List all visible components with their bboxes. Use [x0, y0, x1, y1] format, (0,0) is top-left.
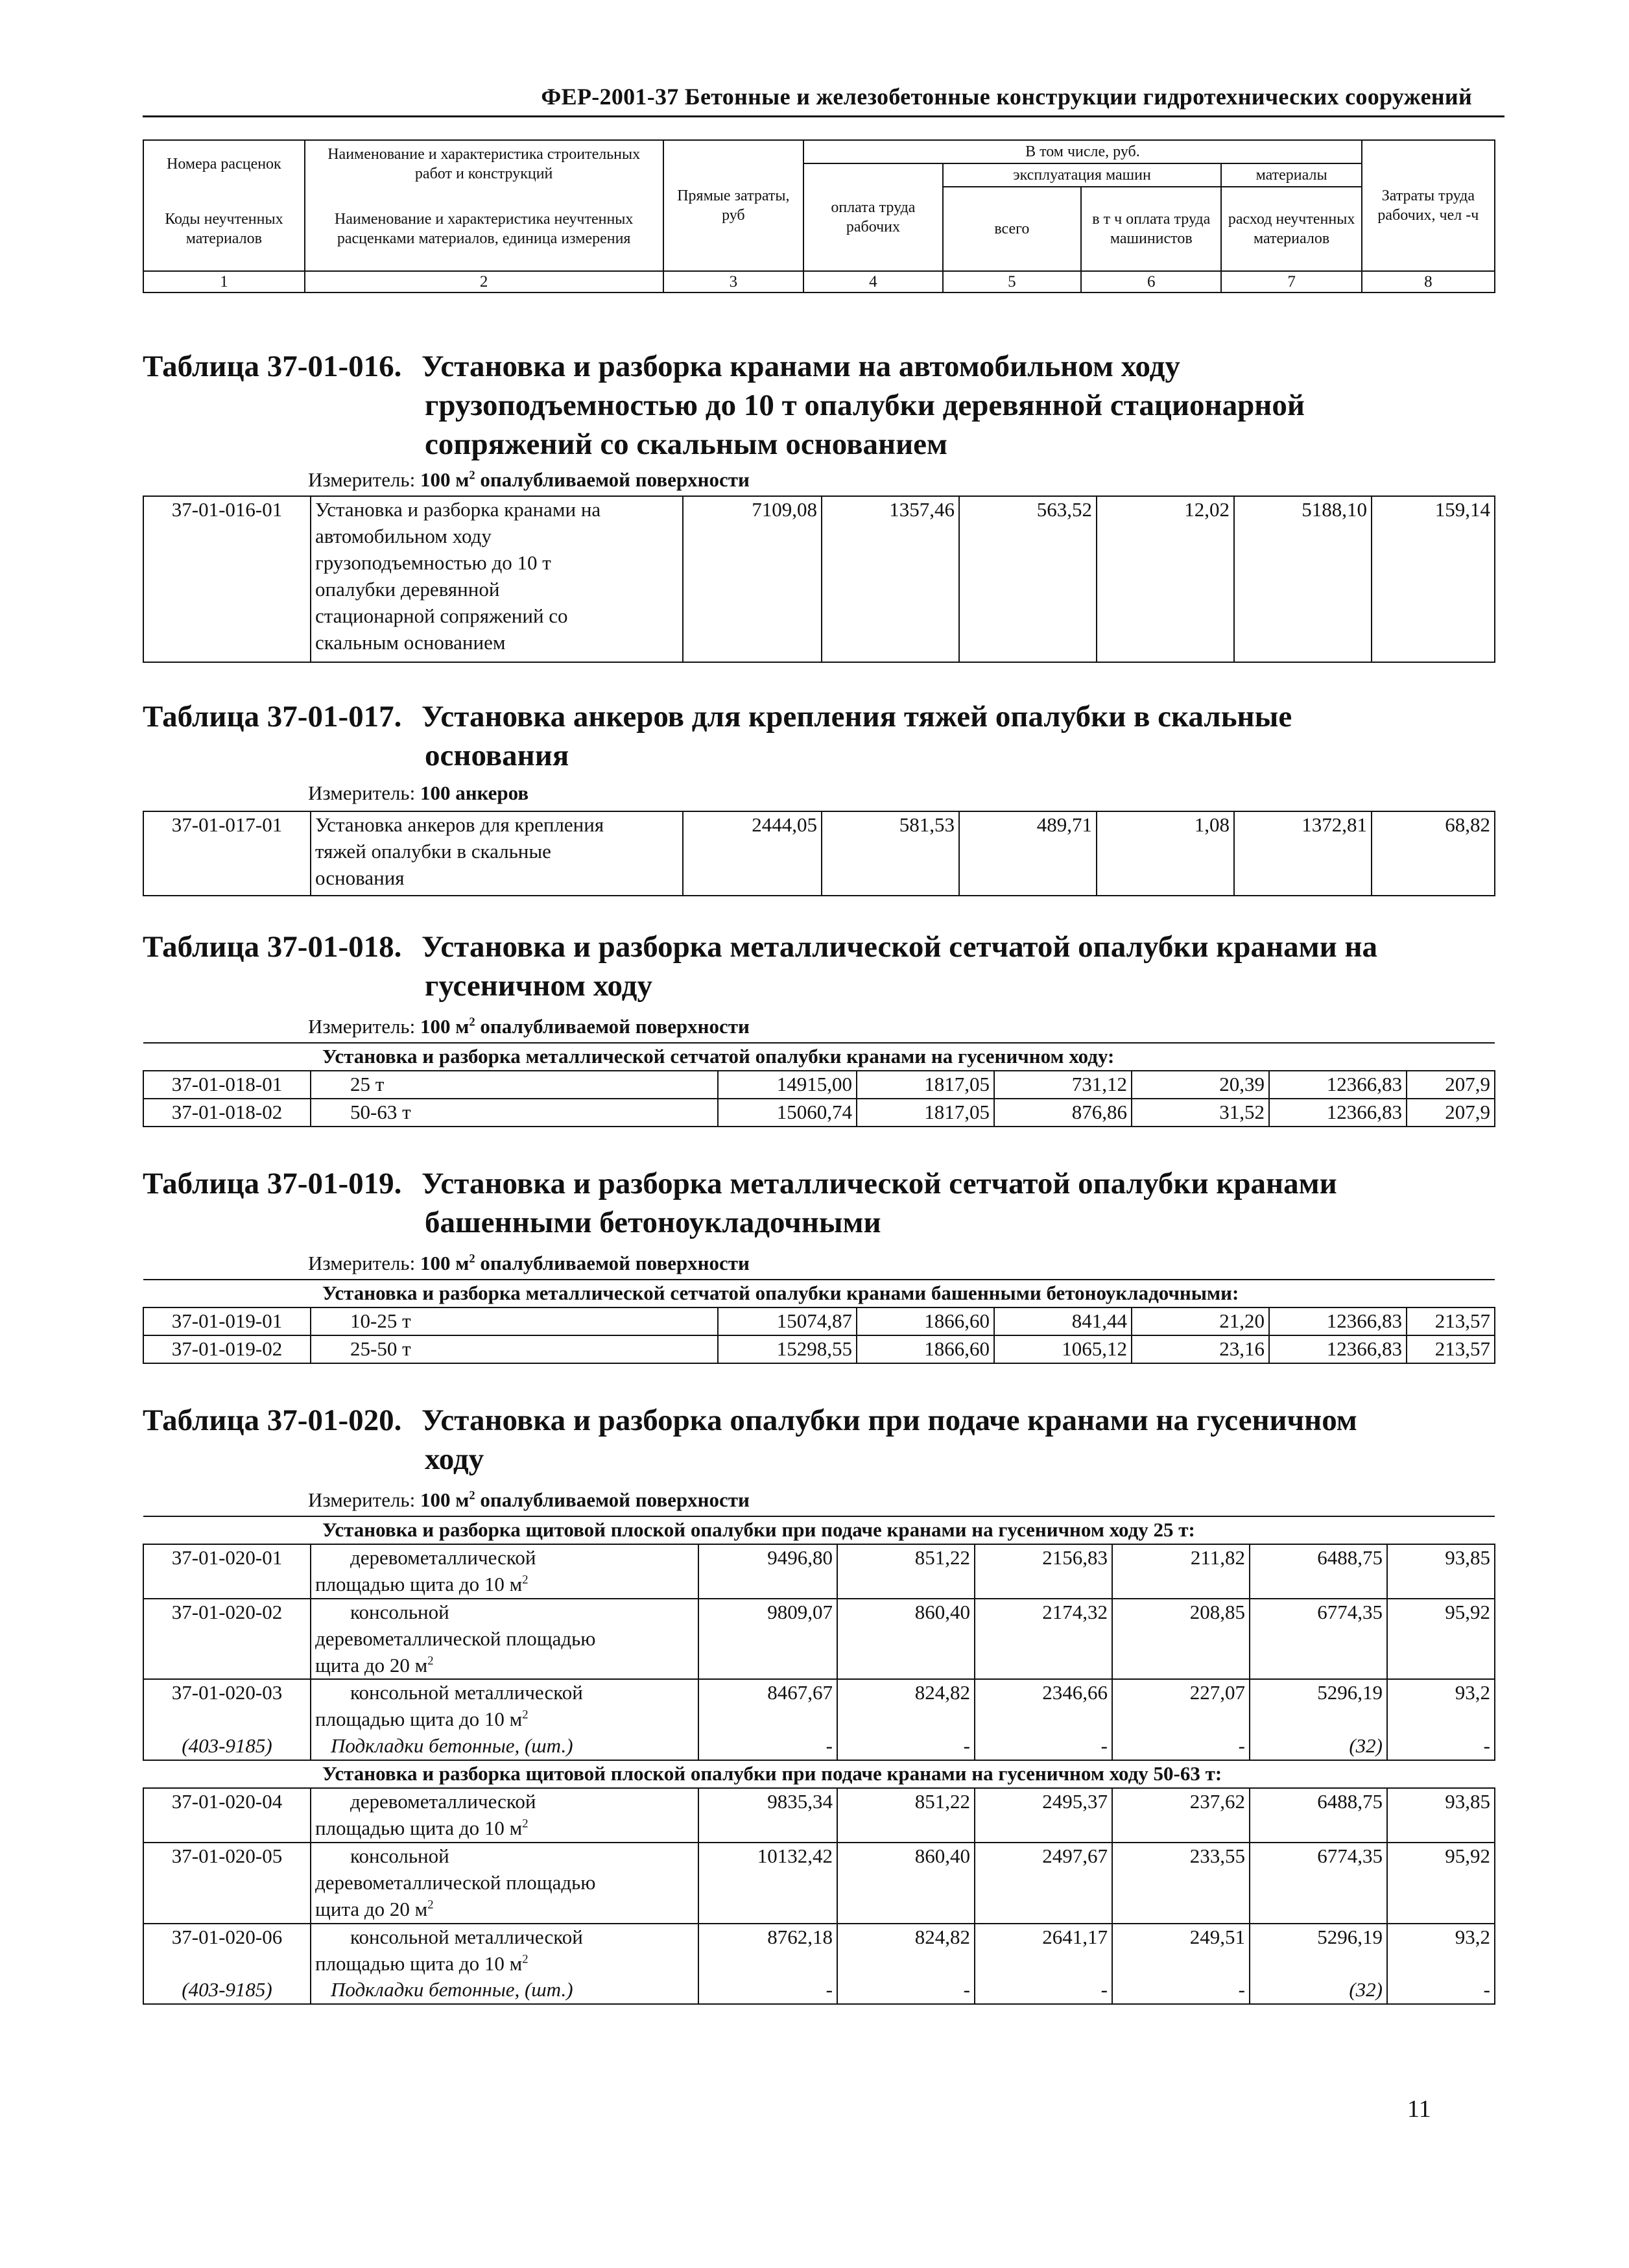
cell-direct: 14915,00 [718, 1071, 857, 1099]
colnum: 8 [1362, 271, 1495, 292]
cell-wages: 1817,05 [857, 1071, 994, 1099]
cell-direct: 8762,18 [698, 1924, 837, 1977]
subheader-row [143, 1043, 1495, 1071]
col2-top: Наименование и характеристика строительных работ и конструкций [305, 140, 663, 187]
name-line: площадью щита до 10 м [315, 1572, 523, 1595]
title-line: ходу [425, 1442, 484, 1477]
name-line: Установка анкеров для крепления [315, 813, 604, 836]
cell-labor: 93,85 [1387, 1544, 1495, 1599]
cell-materials: 5296,19 [1250, 1679, 1387, 1733]
subheader-row [143, 1760, 1495, 1788]
name-line: основания [315, 866, 405, 889]
cell-materials: 12366,83 [1269, 1099, 1407, 1127]
cell-labor: 93,2 [1387, 1924, 1495, 1977]
table-row [143, 496, 1495, 662]
measure-tail: опалубливаемой поверхности [480, 1252, 750, 1274]
table-017-title [143, 697, 401, 736]
cell-labor: 95,92 [1387, 1843, 1495, 1924]
cell-materials: 5296,19 [1250, 1924, 1387, 1977]
cell-machines: 876,86 [994, 1099, 1132, 1127]
cell-wages: - [837, 1977, 975, 2004]
column-header-table [143, 139, 1495, 293]
row-code: 37-01-020-06 [143, 1924, 311, 1977]
row-name [311, 1679, 698, 1733]
cell-wages: 1817,05 [857, 1099, 994, 1127]
table-number: Таблица 37-01-019. [143, 1167, 402, 1200]
cell-materials: 12366,83 [1269, 1335, 1407, 1363]
cell-machines: 489,71 [959, 811, 1097, 896]
table-018-measure [308, 1015, 750, 1038]
name-line: щита до 20 м [315, 1897, 428, 1920]
cell-wages: 824,82 [837, 1679, 975, 1733]
superscript: 2 [469, 1252, 475, 1266]
cell-labor: 213,57 [1407, 1335, 1495, 1363]
table-row [143, 1599, 1495, 1680]
measure-label: Измеритель: [308, 1015, 416, 1038]
title-line: сопряжений со скальным основанием [425, 427, 948, 462]
table-020-grid [143, 1516, 1495, 2005]
cell-direct: 15298,55 [718, 1335, 857, 1363]
cell-operators: 1,08 [1097, 811, 1234, 896]
superscript: 2 [522, 1952, 529, 1966]
table-row [143, 1099, 1495, 1127]
row-code: 37-01-019-01 [143, 1307, 311, 1335]
name-line: стационарной сопряжений со [315, 604, 568, 627]
header-rule [143, 115, 1504, 117]
superscript: 2 [522, 1573, 529, 1587]
row-name [311, 1924, 698, 1977]
title-line: Установка анкеров для крепления тяжей опалубки в скальные [422, 700, 1292, 734]
cell-wages: 851,22 [837, 1544, 975, 1599]
cell-direct: 7109,08 [683, 496, 822, 662]
cell-machines: 731,12 [994, 1071, 1132, 1099]
title-line: Установка и разборка кранами на автомобильном ходу [422, 350, 1180, 383]
cell-labor: - [1387, 1977, 1495, 2004]
cell-operators: 23,16 [1132, 1335, 1269, 1363]
name-line: опалубки деревянной [315, 577, 500, 601]
col8-labor: Затраты труда рабочих, чел -ч [1362, 140, 1495, 271]
group-materials: материалы [1221, 163, 1361, 187]
material-name: Подкладки бетонные, (шт.) [311, 1733, 698, 1760]
row-name [311, 1843, 698, 1924]
cell-machines: 2156,83 [975, 1544, 1112, 1599]
page-number: 11 [1407, 2095, 1431, 2123]
title-line: Установка и разборка металлической сетчатой опалубки кранами на [422, 930, 1378, 964]
row-code: 37-01-020-04 [143, 1788, 311, 1843]
material-name: Подкладки бетонные, (шт.) [311, 1977, 698, 2004]
cell-machines: 2641,17 [975, 1924, 1112, 1977]
subheader-row [143, 1516, 1495, 1544]
table-017-grid [143, 811, 1495, 896]
table-017-measure [308, 782, 529, 805]
name-line: консольной [350, 1844, 449, 1867]
name-line: деревометаллической площадью [315, 1627, 596, 1650]
table-019-grid [143, 1279, 1495, 1364]
cell-wages: 1866,60 [857, 1307, 994, 1335]
table-017-heading [422, 697, 1292, 775]
cell-wages: 1357,46 [822, 496, 959, 662]
table-row [143, 1335, 1495, 1363]
table-row [143, 1544, 1495, 1599]
cell-direct: 9809,07 [698, 1599, 837, 1680]
name-line: консольной [350, 1600, 449, 1623]
cell-materials: 6774,35 [1250, 1599, 1387, 1680]
measure-value: 100 м [420, 1488, 470, 1511]
cell-wages: 851,22 [837, 1788, 975, 1843]
cell-labor: 213,57 [1407, 1307, 1495, 1335]
cell-direct: 15074,87 [718, 1307, 857, 1335]
name-line: площадью щита до 10 м [315, 1816, 523, 1839]
cell-materials: 12366,83 [1269, 1307, 1407, 1335]
cell-operators: 20,39 [1132, 1071, 1269, 1099]
row-name [311, 496, 683, 662]
material-row [143, 1977, 1495, 2004]
cell-operators: 21,20 [1132, 1307, 1269, 1335]
material-code: (403-9185) [143, 1733, 311, 1760]
cell-wages: 860,40 [837, 1599, 975, 1680]
measure-value: 100 м [420, 1252, 470, 1274]
name-line: площадью щита до 10 м [315, 1708, 523, 1731]
table-020-title [143, 1401, 401, 1440]
table-016-grid [143, 495, 1495, 663]
cell-machines: - [975, 1977, 1112, 2004]
colnum: 2 [305, 271, 663, 292]
cell-machines: 1065,12 [994, 1335, 1132, 1363]
measure-tail: опалубливаемой поверхности [480, 1488, 750, 1511]
title-line: Установка и разборка опалубки при подаче кранами на гусеничном [422, 1403, 1357, 1437]
measure-value: 100 анкеров [420, 782, 529, 804]
subheader: Установка и разборка металлической сетчатой опалубки кранами башенными бетоноукладочными: [143, 1280, 1495, 1307]
title-line: гусеничном ходу [425, 969, 652, 1003]
table-016-measure [308, 468, 750, 492]
measure-tail: опалубливаемой поверхности [480, 1015, 750, 1038]
cell-materials: 1372,81 [1234, 811, 1372, 896]
name-line: скальным основанием [315, 630, 506, 654]
cell-materials: (32) [1250, 1977, 1387, 2004]
table-row [143, 1843, 1495, 1924]
title-line: Установка и разборка металлической сетчатой опалубки кранами [422, 1167, 1337, 1200]
col1-top: Номера расценок [143, 140, 305, 187]
colnum: 6 [1081, 271, 1221, 292]
name-line: автомобильном ходу [315, 524, 492, 547]
colnum: 4 [803, 271, 943, 292]
table-016-heading [422, 347, 1305, 464]
row-name [311, 1599, 698, 1680]
measure-label: Измеритель: [308, 782, 416, 804]
colnum: 5 [943, 271, 1081, 292]
table-018-title [143, 927, 401, 966]
table-number: Таблица 37-01-020. [143, 1403, 402, 1437]
cell-operators: 237,62 [1112, 1788, 1250, 1843]
superscript: 2 [469, 1488, 475, 1503]
cell-operators: 211,82 [1112, 1544, 1250, 1599]
subheader-row [143, 1280, 1495, 1307]
table-020-heading [422, 1401, 1357, 1479]
name-line: консольной металлической [350, 1925, 583, 1948]
col1-bottom: Коды неучтенных материалов [143, 187, 305, 271]
cell-operators: 31,52 [1132, 1099, 1269, 1127]
material-code: (403-9185) [143, 1977, 311, 2004]
name-line: площадью щита до 10 м [315, 1952, 523, 1975]
cell-direct: 8467,67 [698, 1679, 837, 1733]
row-name: 25-50 т [311, 1335, 718, 1363]
superscript: 2 [469, 468, 475, 483]
row-name [311, 811, 683, 896]
table-row [143, 811, 1495, 896]
cell-materials: 6488,75 [1250, 1544, 1387, 1599]
row-code: 37-01-020-02 [143, 1599, 311, 1680]
cell-direct: 15060,74 [718, 1099, 857, 1127]
superscript: 2 [469, 1015, 475, 1029]
row-name: 10-25 т [311, 1307, 718, 1335]
row-name: 50-63 т [311, 1099, 718, 1127]
cell-direct: 10132,42 [698, 1843, 837, 1924]
table-020-measure [308, 1488, 750, 1512]
cell-labor: 95,92 [1387, 1599, 1495, 1680]
table-018-grid [143, 1042, 1495, 1127]
cell-materials: 12366,83 [1269, 1071, 1407, 1099]
row-name [311, 1544, 698, 1599]
row-code: 37-01-016-01 [143, 496, 311, 662]
cell-operators: 249,51 [1112, 1924, 1250, 1977]
row-code: 37-01-020-01 [143, 1544, 311, 1599]
name-line: тяжей опалубки в скальные [315, 839, 551, 863]
subheader: Установка и разборка металлической сетчатой опалубки кранами на гусеничном ходу: [143, 1043, 1495, 1071]
cell-labor: 93,85 [1387, 1788, 1495, 1843]
colnum: 1 [143, 271, 305, 292]
cell-direct: - [698, 1733, 837, 1760]
name-line: грузоподъемностью до 10 т [315, 551, 551, 574]
table-019-title [143, 1164, 401, 1203]
cell-machines: - [975, 1733, 1112, 1760]
col7-materials: расход неучтенных материалов [1221, 187, 1361, 271]
row-code: 37-01-017-01 [143, 811, 311, 896]
table-016-title [143, 347, 401, 386]
cell-machines: 2495,37 [975, 1788, 1112, 1843]
cell-materials: (32) [1250, 1733, 1387, 1760]
cell-machines: 841,44 [994, 1307, 1132, 1335]
cell-direct: 2444,05 [683, 811, 822, 896]
cell-machines: 2497,67 [975, 1843, 1112, 1924]
cell-wages: 860,40 [837, 1843, 975, 1924]
cell-machines: 2174,32 [975, 1599, 1112, 1680]
table-number: Таблица 37-01-016. [143, 350, 402, 383]
document-header: ФЕР-2001-37 Бетонные и железобетонные конструкции гидротехнических сооружений [541, 84, 1472, 110]
colnum: 7 [1221, 271, 1361, 292]
row-code: 37-01-018-01 [143, 1071, 311, 1099]
table-number: Таблица 37-01-018. [143, 930, 402, 964]
name-line: деревометаллической площадью [315, 1870, 596, 1894]
colnum: 3 [663, 271, 804, 292]
table-row [143, 1307, 1495, 1335]
cell-wages: 581,53 [822, 811, 959, 896]
col6-operators: в т ч оплата труда машинистов [1081, 187, 1221, 271]
row-name: 25 т [311, 1071, 718, 1099]
subheader: Установка и разборка щитовой плоской опалубки при подаче кранами на гусеничном ходу 50-63 т: [143, 1760, 1495, 1788]
measure-label: Измеритель: [308, 1488, 416, 1511]
name-line: деревометаллической [350, 1790, 536, 1813]
table-row [143, 1924, 1495, 1977]
cell-operators: 208,85 [1112, 1599, 1250, 1680]
superscript: 2 [427, 1654, 434, 1668]
name-line: Установка и разборка кранами на [315, 498, 601, 521]
row-code: 37-01-020-03 [143, 1679, 311, 1733]
cell-direct: 9835,34 [698, 1788, 837, 1843]
row-code: 37-01-020-05 [143, 1843, 311, 1924]
col4-wages: оплата труда рабочих [803, 163, 943, 271]
col2-bottom: Наименование и характеристика неучтенных расценками материалов, единица измерения [305, 187, 663, 271]
cell-machines: 563,52 [959, 496, 1097, 662]
title-line: основания [425, 739, 569, 773]
cell-labor: 68,82 [1372, 811, 1495, 896]
row-code: 37-01-019-02 [143, 1335, 311, 1363]
cell-labor: 207,9 [1407, 1071, 1495, 1099]
group-including: В том числе, руб. [803, 140, 1362, 163]
cell-operators: - [1112, 1733, 1250, 1760]
title-line: башенными бетоноукладочными [425, 1206, 881, 1240]
subheader: Установка и разборка щитовой плоской опалубки при подаче кранами на гусеничном ходу 25 т: [143, 1516, 1495, 1544]
measure-label: Измеритель: [308, 468, 416, 491]
cell-operators: 233,55 [1112, 1843, 1250, 1924]
cell-direct: 9496,80 [698, 1544, 837, 1599]
cell-wages: 1866,60 [857, 1335, 994, 1363]
cell-operators: 12,02 [1097, 496, 1234, 662]
cell-labor: 207,9 [1407, 1099, 1495, 1127]
table-018-heading [422, 927, 1378, 1005]
col3-direct-costs: Прямые затраты, руб [663, 140, 804, 271]
cell-operators: - [1112, 1977, 1250, 2004]
measure-tail: опалубливаемой поверхности [480, 468, 750, 491]
cell-labor: 93,2 [1387, 1679, 1495, 1733]
table-number: Таблица 37-01-017. [143, 700, 402, 734]
superscript: 2 [427, 1898, 434, 1912]
superscript: 2 [522, 1708, 529, 1723]
group-machines: эксплуатация машин [943, 163, 1222, 187]
measure-value: 100 м [420, 468, 470, 491]
row-name [311, 1788, 698, 1843]
material-row [143, 1733, 1495, 1760]
measure-value: 100 м [420, 1015, 470, 1038]
cell-materials: 5188,10 [1234, 496, 1372, 662]
measure-label: Измеритель: [308, 1252, 416, 1274]
col5-total: всего [943, 187, 1081, 271]
cell-operators: 227,07 [1112, 1679, 1250, 1733]
name-line: деревометаллической [350, 1546, 536, 1569]
name-line: щита до 20 м [315, 1653, 428, 1677]
cell-labor: 159,14 [1372, 496, 1495, 662]
cell-materials: 6488,75 [1250, 1788, 1387, 1843]
cell-labor: - [1387, 1733, 1495, 1760]
cell-wages: 824,82 [837, 1924, 975, 1977]
cell-direct: - [698, 1977, 837, 2004]
cell-machines: 2346,66 [975, 1679, 1112, 1733]
table-row [143, 1788, 1495, 1843]
table-019-heading [422, 1164, 1337, 1242]
table-row [143, 1679, 1495, 1733]
title-line: грузоподъемностью до 10 т опалубки деревянной стационарной [425, 388, 1305, 423]
superscript: 2 [522, 1817, 529, 1831]
row-code: 37-01-018-02 [143, 1099, 311, 1127]
table-019-measure [308, 1252, 750, 1275]
cell-materials: 6774,35 [1250, 1843, 1387, 1924]
table-row [143, 1071, 1495, 1099]
cell-wages: - [837, 1733, 975, 1760]
name-line: консольной металлической [350, 1681, 583, 1704]
